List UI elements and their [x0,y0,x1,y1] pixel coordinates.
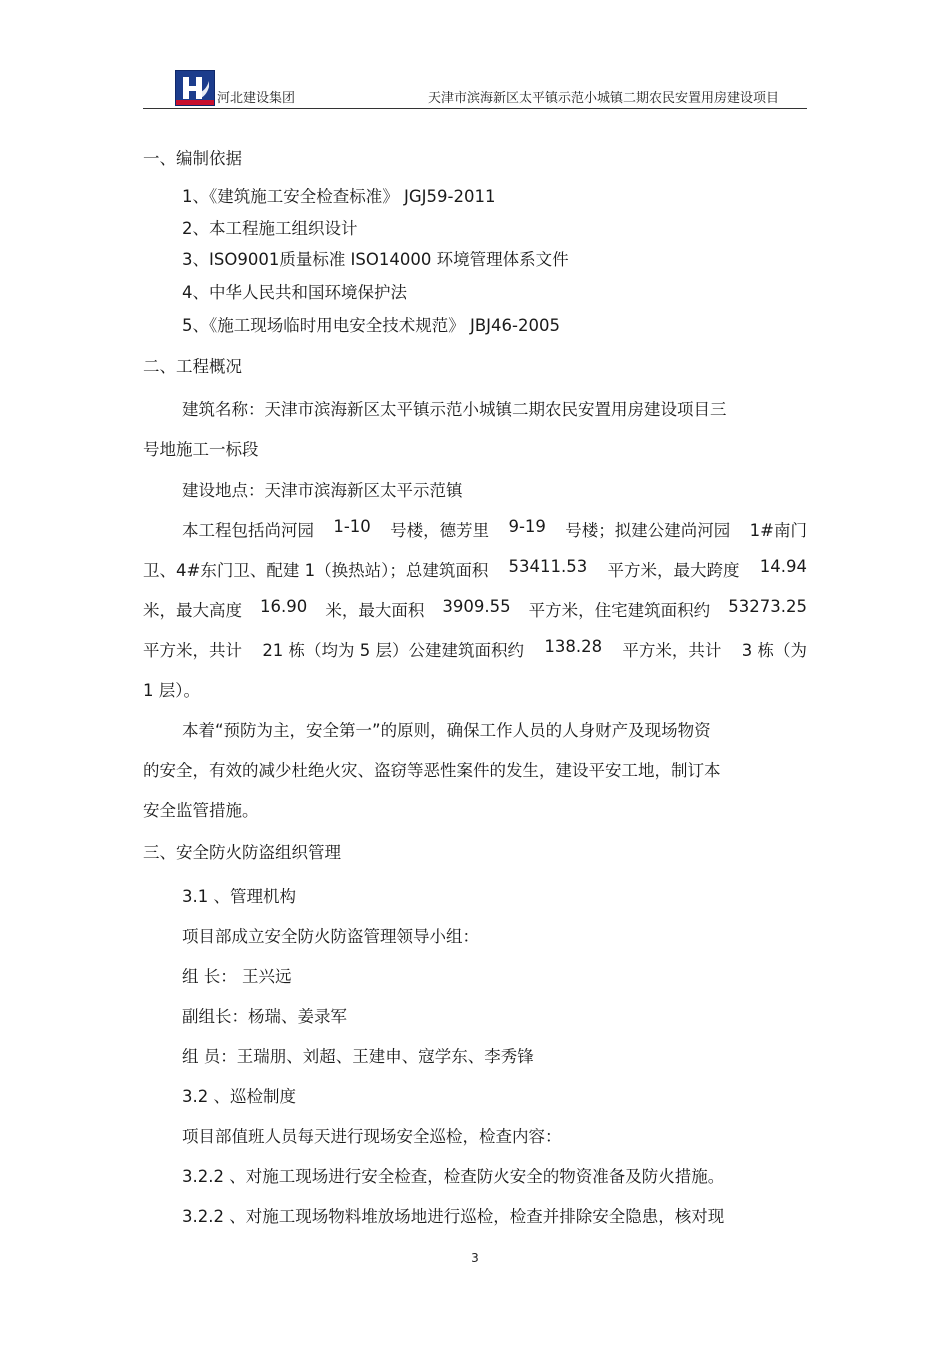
subsection-management: 3.1 、管理机构 [182,887,296,906]
company-name: 河北建设集团 [217,91,296,106]
scope-line5: 1 层）。 [143,681,200,700]
section1-title: 一、编制依据 [143,149,242,168]
basis-item: 4、中华人民共和国环境保护法 [182,283,407,302]
section2-title: 二、工程概况 [143,357,242,376]
patrol-intro: 项目部值班人员每天进行现场安全巡检，检查内容： [182,1127,562,1146]
basis-item: 1、《建筑施工安全检查标准》 JGJ59-2011 [182,187,496,206]
header-project-name: 天津市滨海新区太平镇示范小城镇二期农民安置用房建设项目 [427,91,779,106]
patrol-item: 3.2.2 、对施工现场进行安全检查，检查防火安全的物资准备及防火措施。 [182,1167,725,1186]
patrol-item: 3.2.2 、对施工现场物料堆放场地进行巡检，检查并排除安全隐患，核对现 [182,1207,725,1226]
group-intro: 项目部成立安全防火防盗管理领导小组： [182,927,479,946]
subsection-patrol: 3.2 、巡检制度 [182,1087,296,1106]
basis-item: 5、《施工现场临时用电安全技术规范》 JBJ46-2005 [182,316,560,335]
basis-item: 2、本工程施工组织设计 [182,219,358,238]
group-leader: 组 长： 王兴远 [182,967,292,986]
page-number: 3 [471,1251,479,1265]
hebei-construction-logo-icon [175,70,215,106]
page-header [143,68,807,108]
principle-line3: 安全监管措施。 [143,801,259,820]
scope-line1: 本工程包括尚河园 1-10 号楼，德芳里 9-19 号楼；拟建公建尚河园 1#南门 [182,517,807,540]
section3-title: 三、安全防火防盗组织管理 [143,843,341,862]
group-members: 组 员：王瑞朋、刘超、王建申、寇学东、李秀锋 [182,1047,534,1066]
header-divider [143,108,807,109]
scope-line3: 米，最大高度 16.90 米，最大面积 3909.55 平方米，住宅建筑面积约 53273.25 [143,597,807,620]
vice-leader: 副组长：杨瑞、姜录军 [182,1007,347,1026]
building-name-line1: 建筑名称：天津市滨海新区太平镇示范小城镇二期农民安置用房建设项目三 [182,400,727,419]
construction-location: 建设地点：天津市滨海新区太平示范镇 [182,481,463,500]
principle-line2: 的安全，有效的减少杜绝火灾、盗窃等恶性案件的发生，建设平安工地，制订本 [143,761,721,780]
building-name-line2: 号地施工一标段 [143,440,259,459]
scope-line4: 平方米，共计 21 栋（均为 5 层）公建建筑面积约 138.28 平方米，共计 3 栋（为 [143,637,807,660]
principle-line1: 本着“预防为主，安全第一”的原则，确保工作人员的人身财产及现场物资 [182,721,711,740]
scope-line2: 卫、4#东门卫、配建 1（换热站）；总建筑面积 53411.53 平方米，最大跨度 14.94 [143,557,807,580]
basis-item: 3、ISO9001质量标准 ISO14000 环境管理体系文件 [182,250,569,269]
